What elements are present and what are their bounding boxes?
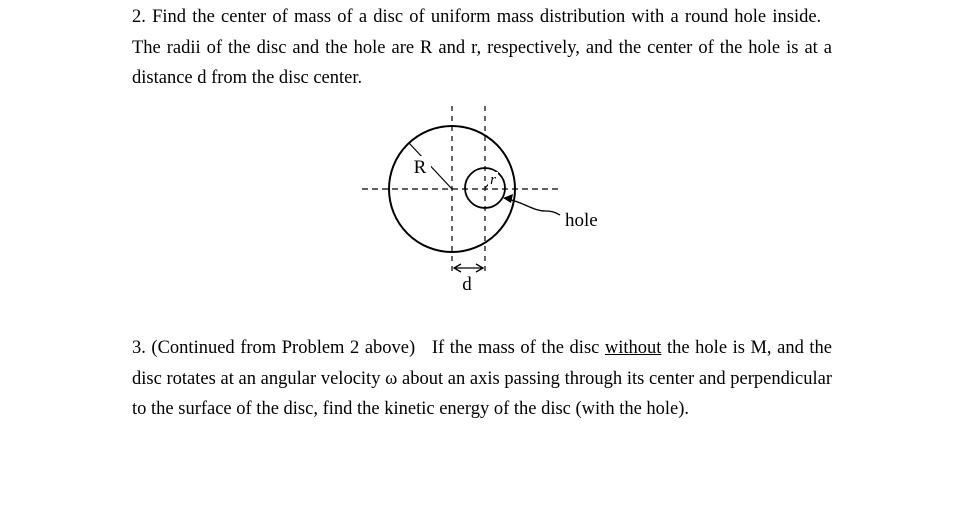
label-hole: hole (565, 210, 598, 231)
problem-2-text: 2. Find the center of mass of a disc of uniform mass distribution with a round hole inside. The radii of the disc and the hole are R and r, respectively, and the center of the hole is at a distance d from the disc center. (132, 7, 832, 88)
problem-3-text-before: 3. (Continued from Problem 2 above) If the mass of the disc (132, 338, 605, 358)
label-d: d (462, 274, 472, 295)
label-R: R (413, 157, 427, 178)
problem-3-text-after: the hole is M, and the disc rotates at an angular velocity ω about an axis passing through its center and perpendicular to the surface of the disc, find the kinetic energy of the disc (with the hole). (132, 338, 832, 419)
problem-3-text (132, 333, 832, 425)
problem-3-underlined-word: without (604, 338, 662, 358)
hole-leader-line (507, 199, 560, 215)
label-r: r (490, 172, 496, 188)
